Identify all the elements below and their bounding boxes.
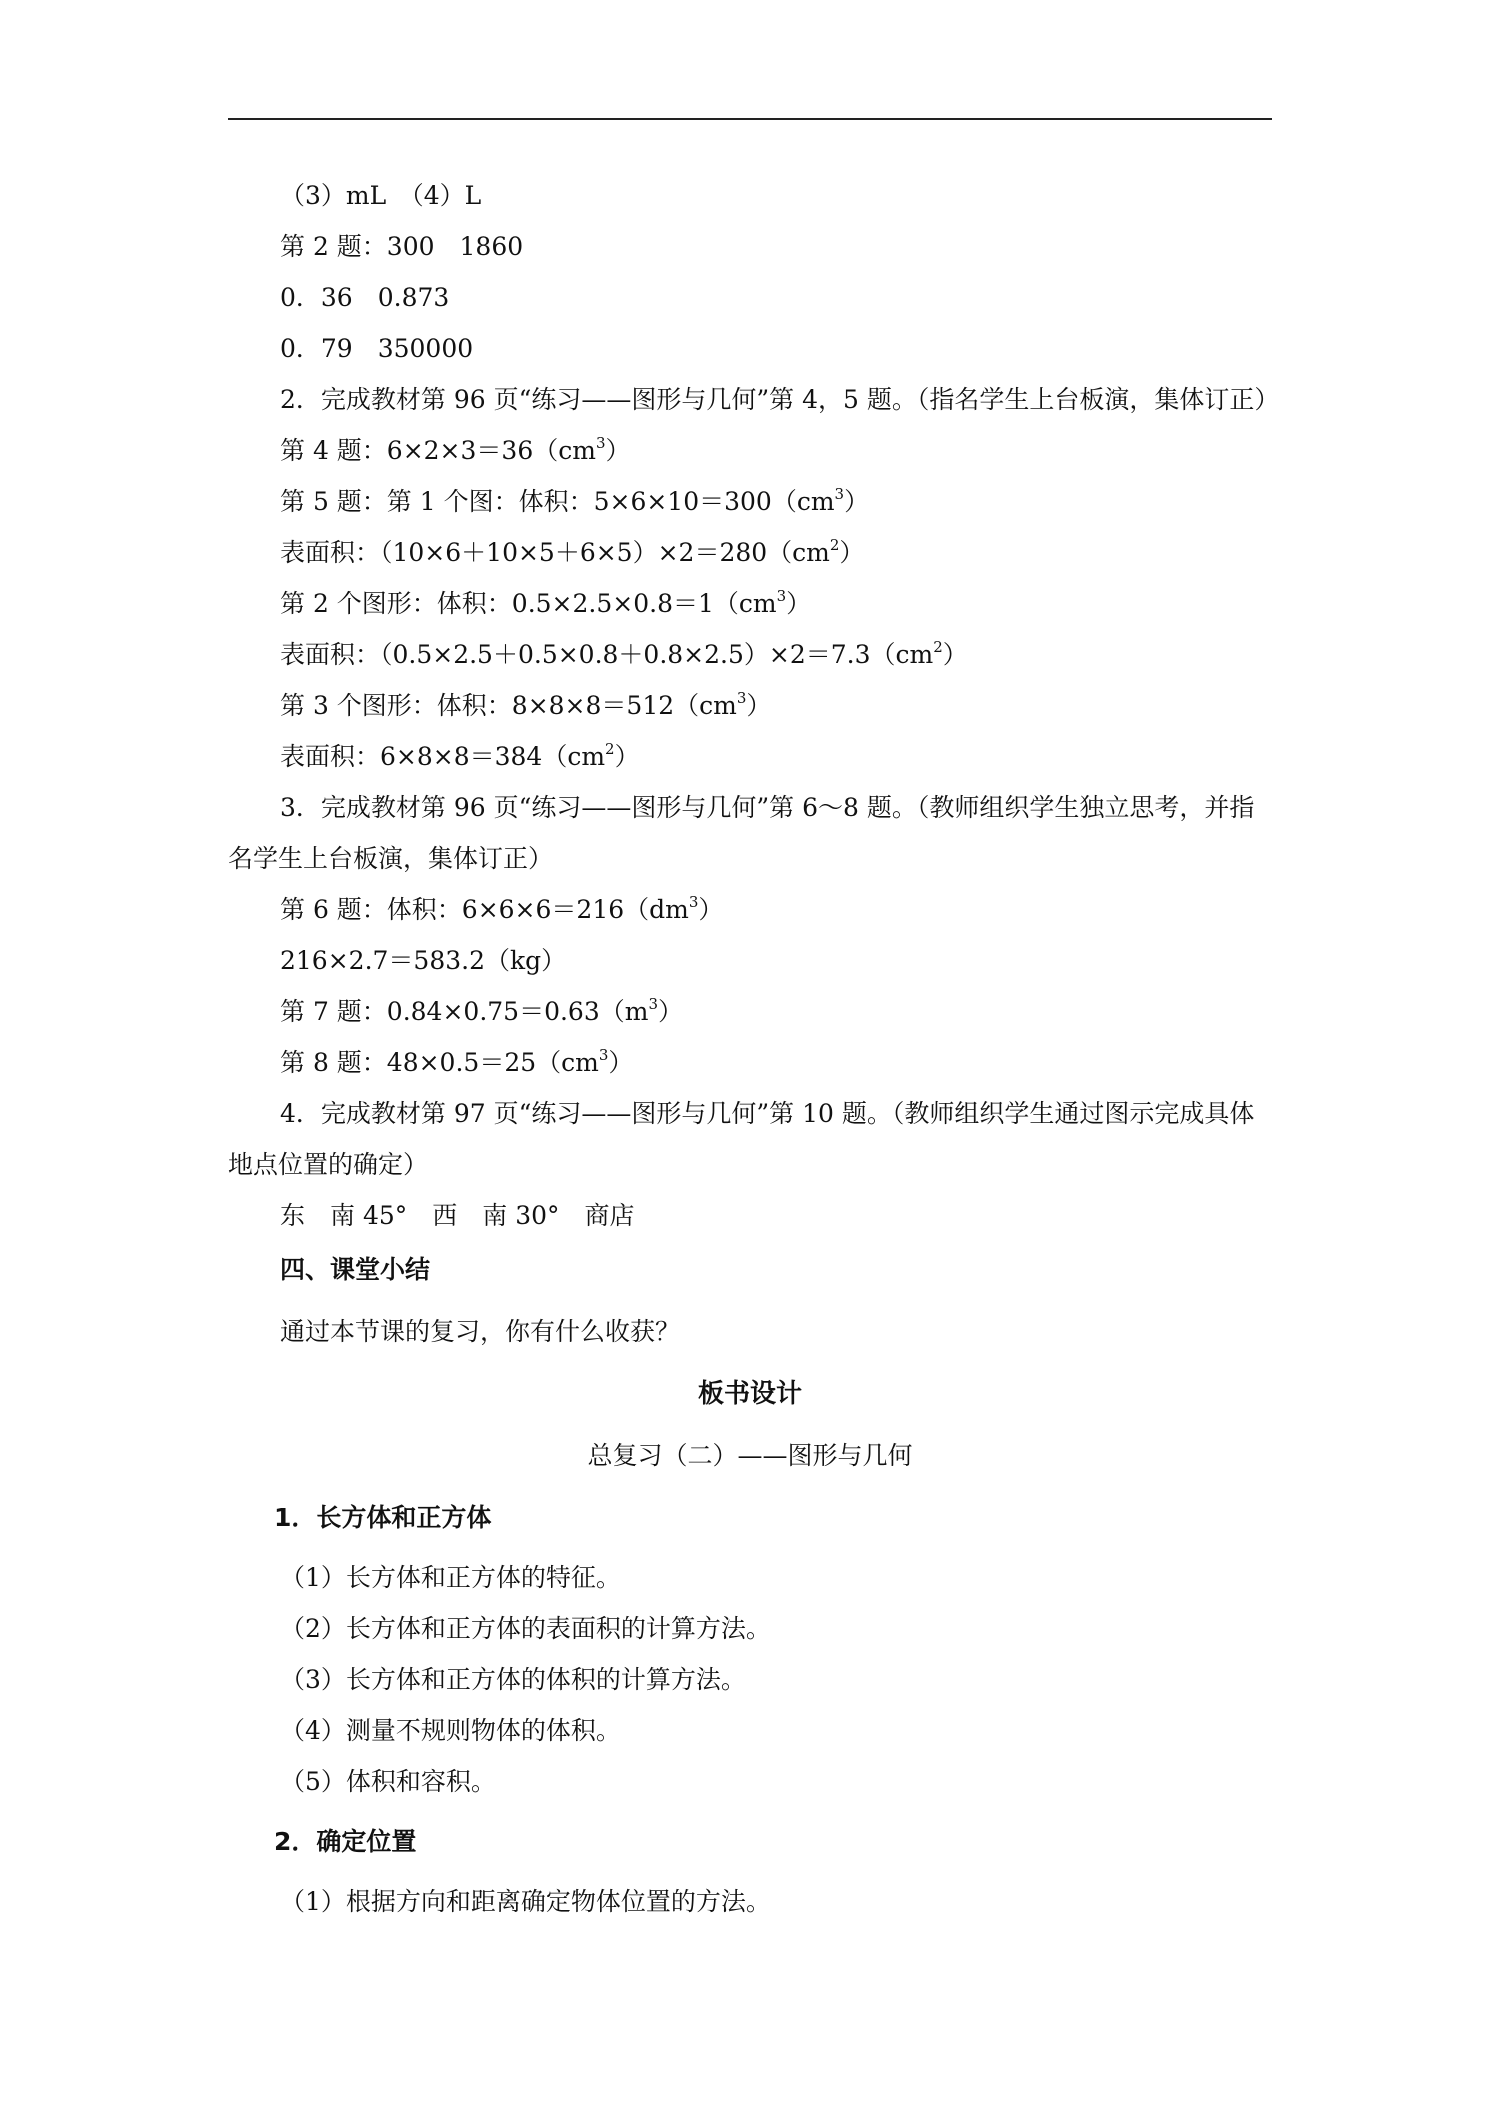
answer-line: 第 5 题：第 1 个图：体积：$5\times 6\times 10=300(cm^3)$ (280, 484, 870, 516)
instruction-line: 名学生上台板演，集体订正） (228, 844, 554, 873)
summary-text: 通过本节课的复习，你有什么收获？ (280, 1317, 681, 1346)
answer-line: 第 3 个图形：体积：$8\times 8\times 8=512(cm^3)$ (280, 688, 772, 720)
board-item: （1）根据方向和距离确定物体位置的方法。 (280, 1887, 771, 1916)
answer-line: （3）mL （4）L (280, 181, 482, 210)
instruction-line: 地点位置的确定） (228, 1150, 429, 1179)
instruction-line: 3．完成教材第 96 页“练习——图形与几何”第 6～8 题。（教师组织学生独立思考，并指 (280, 793, 1255, 822)
answer-line: 0．79 350000 (280, 334, 474, 363)
board-item: （2）长方体和正方体的表面积的计算方法。 (280, 1614, 771, 1643)
instruction-line: 2．完成教材第 96 页“练习——图形与几何”第 4，5 题。（指名学生上台板演，集体订正） (280, 385, 1280, 414)
answer-line: 东 南 45° 西 南 30° 商店 (280, 1201, 635, 1230)
answer-line: 表面积：$(0.5\times 2.5+0.5\times 0.8+0.8\times 2.5)\times 2=7.3(cm^2)$ (280, 637, 968, 669)
answer-line: 第 2 个图形：体积：$0.5\times 2.5\times 0.8=1(cm^3)$ (280, 586, 812, 618)
answer-line: 第 8 题：$48\times 0.5=25(cm^3)$ (280, 1045, 634, 1077)
board-item: （5）体积和容积。 (280, 1767, 496, 1796)
board-item: （1）长方体和正方体的特征。 (280, 1563, 621, 1592)
answer-line: 第 6 题：体积：$6\times 6\times 6=216(dm^3)$ (280, 892, 724, 924)
board-item: （3）长方体和正方体的体积的计算方法。 (280, 1665, 746, 1694)
instruction-line: 4．完成教材第 97 页“练习——图形与几何”第 10 题。（教师组织学生通过图示完成具体 (280, 1099, 1255, 1128)
answer-line: 表面积：$6\times 8\times 8=384(cm^2)$ (280, 739, 640, 771)
answer-line: 第 4 题：$6\times 2\times 3=36(cm^3)$ (280, 433, 631, 465)
answer-line: 0．36 0.873 (280, 283, 450, 312)
board-design-title: 板书设计 (697, 1379, 802, 1409)
answer-line: 第 2 题：300 1860 (280, 232, 524, 261)
header-rule (228, 118, 1272, 120)
answer-line: 第 7 题：$0.84\times 0.75=0.63(m^3)$ (280, 994, 684, 1026)
board-item: （4）测量不规则物体的体积。 (280, 1716, 621, 1745)
answer-line: 216×2.7＝583.2（kg） (280, 946, 567, 975)
answer-line: 表面积：$(10\times 6+10\times 5+6\times 5)\times 2=280(cm^2)$ (280, 535, 865, 567)
board-design-subtitle: 总复习（二）——图形与几何 (587, 1441, 913, 1470)
section-heading: 四、课堂小结 (280, 1255, 431, 1284)
board-topic: 2．确定位置 (274, 1827, 417, 1856)
board-topic: 1．长方体和正方体 (274, 1503, 492, 1532)
